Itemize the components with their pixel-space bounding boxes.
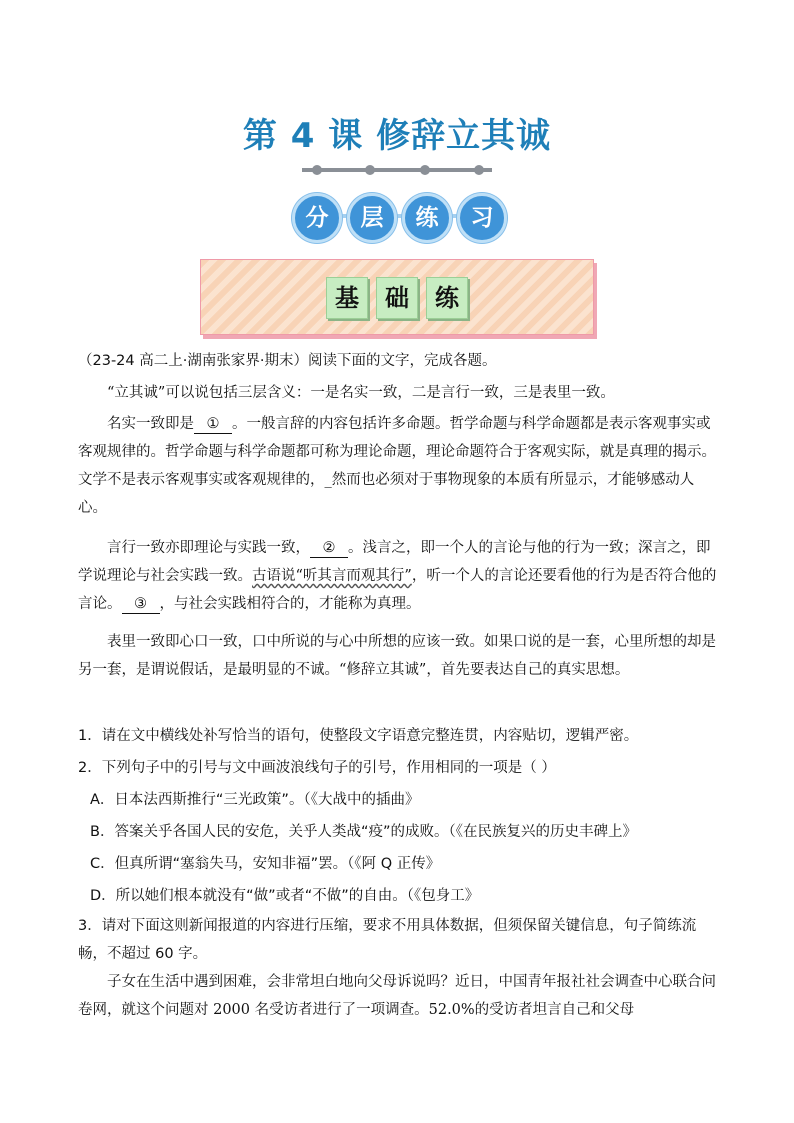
- passage-text: 言行一致亦即理论与实践一致，: [107, 540, 310, 556]
- badge-ceng: 层: [347, 193, 397, 243]
- badge-lian: 练: [402, 193, 452, 243]
- badge-xi: 习: [457, 193, 507, 243]
- question-2-option-c: C．但真所谓“塞翁失马，安知非福”罢。（《阿 Q 正传》: [90, 856, 441, 872]
- passage-text: ，听一个人的言论还要看他的行为是否符合他的言论。: [78, 568, 717, 612]
- blank-3: ③: [122, 595, 160, 614]
- lesson-title: 第 4 课 修辞立其诚: [242, 116, 552, 156]
- question-3-news-text: 子女在生活中遇到困难，会非常坦白地向父母诉说吗？近日，中国青年报社社会调查中心联合问卷网，就这个问题对 2000 名受访者进行了一项调查。52.0%的受访者坦言自己和父母: [78, 974, 716, 1018]
- passage-text: ，与社会实践相符合的，才能称为真理。: [159, 596, 421, 612]
- decorative-dot: [474, 165, 484, 175]
- wavy-underlined-quote: 古语说“听其言而观其行”: [252, 568, 412, 584]
- banner-char-chu: 础: [376, 277, 418, 319]
- question-1: 1．请在文中横线处补写恰当的语句，使整段文字语意完整连贯，内容贴切，逻辑严密。: [78, 728, 639, 744]
- question-2-option-a: A．日本法西斯推行“三光政策”。（《大战中的插曲》: [90, 792, 420, 808]
- question-2: 2．下列句子中的引号与文中画波浪线句子的引号，作用相同的一项是（ ）: [78, 760, 556, 776]
- decorative-line: [302, 168, 492, 172]
- blank-2: ②: [310, 539, 348, 558]
- question-2-option-d: D．所以她们根本就没有“做”或者“不做”的自由。（《包身工》: [90, 888, 480, 904]
- passage-paragraph-1: “立其诚”可以说包括三层含义：一是名实一致，二是言行一致，三是表里一致。: [107, 385, 615, 401]
- decorative-dot: [365, 165, 375, 175]
- source-line: （23-24 高二上·湖南张家界·期末）阅读下面的文字，完成各题。: [78, 353, 497, 369]
- passage-text: 名实一致即是: [107, 416, 194, 432]
- passage-paragraph-4: 表里一致即心口一致，口中所说的与心中所想的应该一致。如果口说的是一套，心里所想的却是另一套，是谓说假话，是最明显的不诚。“修辞立其诚”，首先要表达自己的真实思想。: [78, 634, 716, 678]
- decorative-dot: [312, 165, 322, 175]
- badge-fen: 分: [292, 193, 342, 243]
- basic-practice-banner: [200, 259, 594, 335]
- passage-text: 。浅言之，即一个人的言论与他的行为一致；深言之，即学说理论与社会实践一致。: [78, 540, 711, 584]
- passage-paragraph-2: [78, 410, 718, 522]
- practice-layers-badges: [0, 193, 794, 243]
- question-3: 3．请对下面这则新闻报道的内容进行压缩，要求不用具体数据，但须保留关键信息，句子简练流畅，不超过 60 字。: [78, 918, 697, 962]
- passage-paragraph-3: [78, 534, 718, 618]
- blank-1: ①: [194, 415, 232, 434]
- passage-text: 。一般言辞的内容包括许多命题。哲学命题与科学命题都是表示客观事实或客观规律的。哲学命题与科学命题都可称为理论命题，理论命题符合于客观实际，就是真理的揭示。文学不是表示客观事实或客观规律的，_然而也必须对于事物现象的本质有所显示，才能够感动人心。: [78, 416, 716, 516]
- decorative-dot: [420, 165, 430, 175]
- question-2-option-b: B．答案关乎各国人民的安危，关乎人类战“疫”的成败。（《在民族复兴的历史丰碑上》: [90, 824, 637, 840]
- banner-char-ji: 基: [326, 277, 368, 319]
- banner-char-lian: 练: [426, 277, 468, 319]
